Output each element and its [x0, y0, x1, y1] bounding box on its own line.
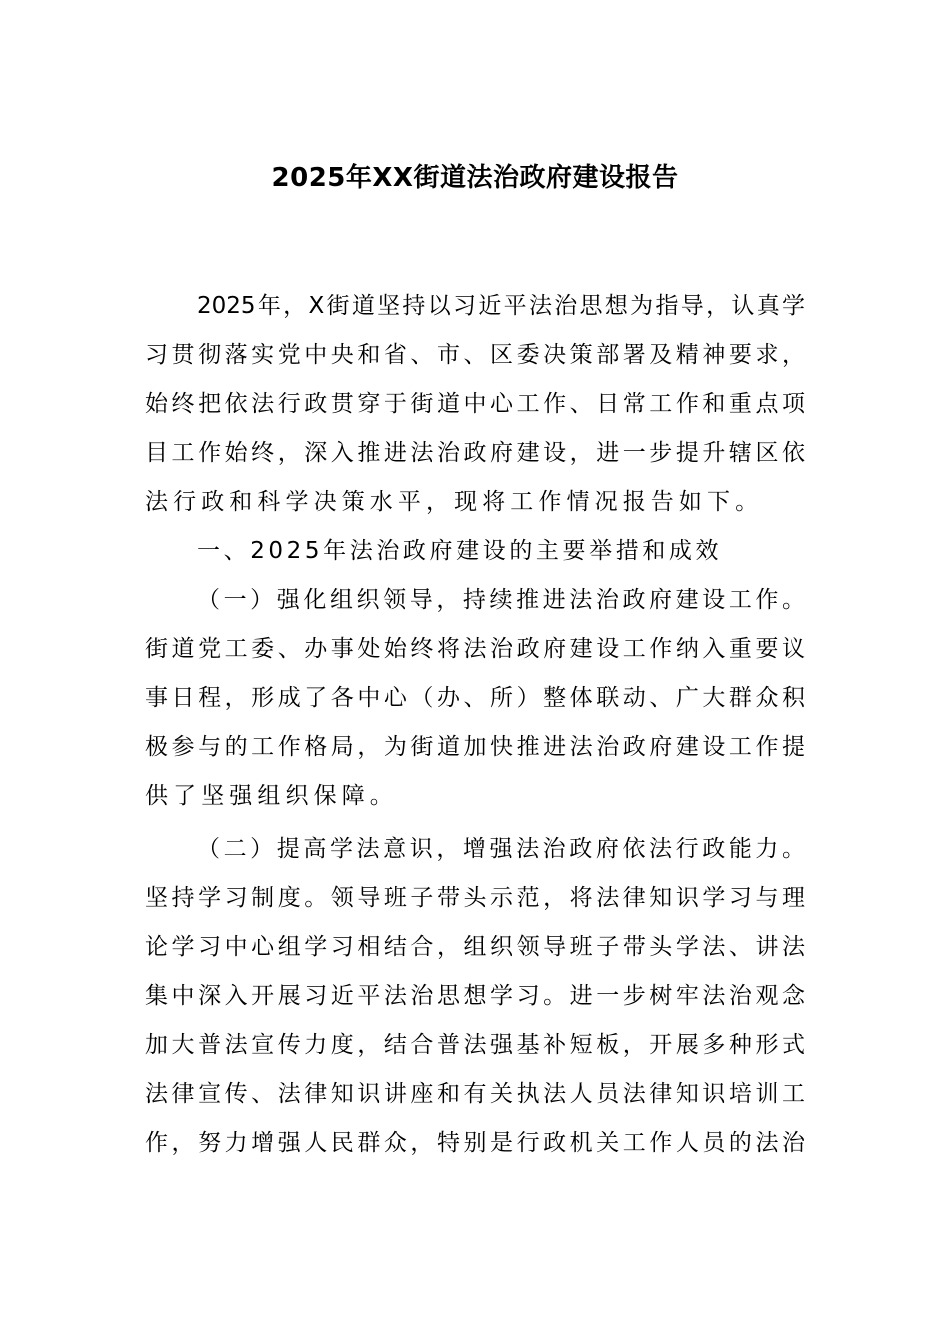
- paragraph-2-line-2: 坚持学习制度。领导班子带头示范，将法律知识学习与理: [145, 885, 805, 911]
- paragraph-2-line-3: 论学习中心组学习相结合，组织领导班子带头学法、讲法: [145, 934, 805, 960]
- paragraph-intro-line-3: 始终把依法行政贯穿于街道中心工作、日常工作和重点项: [145, 391, 805, 417]
- paragraph-2-line-6: 法律宣传、法律知识讲座和有关执法人员法律知识培训工: [145, 1081, 805, 1107]
- paragraph-intro-line-4: 目工作始终，深入推进法治政府建设，进一步提升辖区依: [145, 440, 805, 466]
- paragraph-1-line-2: 街道党工委、办事处始终将法治政府建设工作纳入重要议: [145, 636, 805, 662]
- paragraph-intro-line-1: 2025年，X街道坚持以习近平法治思想为指导，认真学: [197, 293, 805, 319]
- paragraph-1-line-3: 事日程，形成了各中心（办、所）整体联动、广大群众积: [145, 685, 805, 711]
- paragraph-1-line-1: （一）强化组织领导，持续推进法治政府建设工作。: [197, 587, 805, 613]
- document-title: 2025年XX街道法治政府建设报告: [271, 163, 679, 193]
- paragraph-2-line-1: （二）提高学法意识，增强法治政府依法行政能力。: [197, 836, 805, 862]
- paragraph-intro-line-5: 法行政和科学决策水平，现将工作情况报告如下。: [145, 489, 764, 515]
- paragraph-2-line-7: 作，努力增强人民群众，特别是行政机关工作人员的法治: [145, 1130, 805, 1156]
- section-heading-1: 一、2025年法治政府建设的主要举措和成效: [197, 538, 723, 564]
- paragraph-2-line-4: 集中深入开展习近平法治思想学习。进一步树牢法治观念: [145, 983, 805, 1009]
- paragraph-1-line-5: 供了坚强组织保障。: [145, 783, 398, 809]
- paragraph-2-line-5: 加大普法宣传力度，结合普法强基补短板，开展多种形式: [145, 1032, 805, 1058]
- paragraph-1-line-4: 极参与的工作格局，为街道加快推进法治政府建设工作提: [145, 734, 805, 760]
- paragraph-intro-line-2: 习贯彻落实党中央和省、市、区委决策部署及精神要求，: [145, 342, 805, 368]
